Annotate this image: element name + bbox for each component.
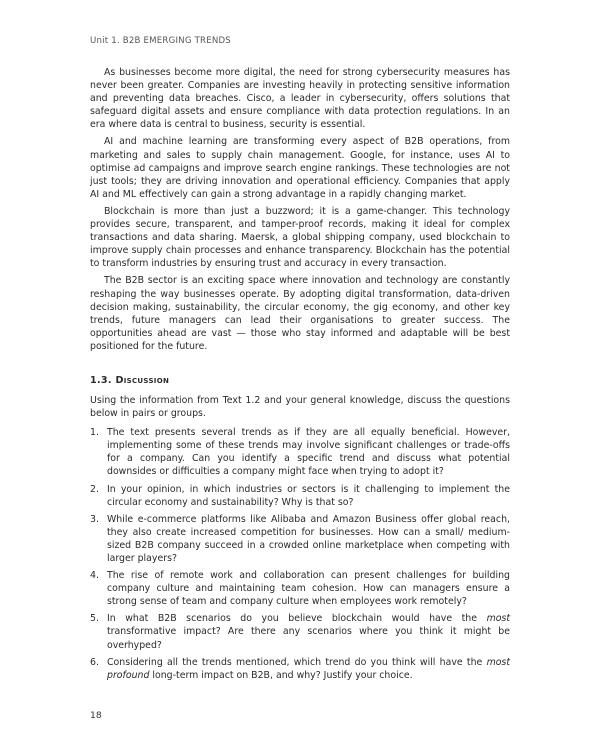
question-number: 1. (90, 427, 99, 439)
question-text: While e-commerce platforms like Alibaba and Amazon Business offer global reach, they also create increased competition for businesses. How can a small/ medium-sized B2B company succeed in a crowded online marketplace when competing with larger players? (107, 513, 510, 564)
question-number: 3. (90, 513, 99, 525)
question-item (90, 656, 510, 682)
question-text: The rise of remote work and collaboration can present challenges for building company culture and maintaining team cohesion. How can managers ensure a strong sense of team and company culture when employees work remotely? (107, 570, 510, 608)
body-paragraph: AI and machine learning are transforming every aspect of B2B operations, from marketing and sales to supply chain management. Google, for instance, uses AI to optimise ad campaigns and improve search engine rankings. These technologies are not just tools; they are driving innovation and operational efficiency. Companies that apply AI and ML effectively can gain a strong advantage in a rapidly changing market. (90, 136, 510, 200)
body-paragraph: The B2B sector is an exciting space where innovation and technology are constantly reshaping the way businesses operate. By adopting digital transformation, data-driven decision making, sustainability, the circular economy, the gig economy, and other key trends, future managers can lead their organisations to greater success. The opportunities ahead are vast — those who stay informed and adaptable will be best positioned for the future. (90, 275, 510, 352)
section-heading (90, 375, 510, 386)
question-text-part: Considering all the trends mentioned, which trend do you think will have the (107, 656, 487, 668)
section-number: 1.3. (90, 374, 112, 386)
question-text-part: long-term impact on B2B, and why? Justify your choice. (149, 669, 413, 681)
page-content (90, 66, 510, 686)
question-item (90, 426, 510, 478)
question-number: 4. (90, 570, 99, 582)
question-item (90, 569, 510, 608)
question-item (90, 483, 510, 509)
question-number: 2. (90, 483, 99, 495)
body-paragraph: Blockchain is more than just a buzzword; it is a game-changer. This technology provides secure, transparent, and tamper-proof records, making it ideal for complex transactions and data sharing. Maersk, a global shipping company, used blockchain to improve supply chain processes and enhance transparency. Blockchain has the potential to transform industries by ensuring trust and accuracy in every transaction. (90, 205, 510, 270)
question-number: 6. (90, 656, 99, 668)
section-title: Discussion (115, 374, 170, 386)
discussion-questions (90, 426, 510, 682)
page-number: 18 (90, 710, 102, 721)
section-intro: Using the information from Text 1.2 and your general knowledge, discuss the questions below in pairs or groups. (90, 394, 510, 420)
question-emphasis: most (486, 613, 510, 625)
question-item (90, 612, 510, 651)
question-text (107, 657, 510, 681)
question-text: The text presents several trends as if they are all equally beneficial. However, implementing some of these trends may involve significant challenges or trade-offs for a company. Can you identify a specific trend and discuss what potential downsides or difficulties a company might face when trying to adopt it? (107, 427, 510, 478)
running-head: Unit 1. B2B EMERGING TRENDS (90, 36, 231, 46)
question-text-part: transformative impact? Are there any scenarios where you think it might be overhyped? (107, 626, 510, 651)
question-text: In your opinion, in which industries or sectors is it challenging to implement the circular economy and sustainability? Why is that so? (107, 483, 510, 508)
question-text (107, 613, 510, 650)
question-number: 5. (90, 613, 99, 625)
question-text-part: In what B2B scenarios do you believe blockchain would have the (107, 613, 487, 625)
body-paragraph: As businesses become more digital, the need for strong cybersecurity measures has never been greater. Companies are investing heavily in protecting sensitive information and preventing data breaches. Cisco, a leader in cybersecurity, offers solutions that safeguard digital assets and ensure compliance with data protection regulations. In an era where data is central to business, security is essential. (90, 67, 510, 131)
question-emphasis: most profound (107, 656, 510, 681)
question-item (90, 513, 510, 565)
